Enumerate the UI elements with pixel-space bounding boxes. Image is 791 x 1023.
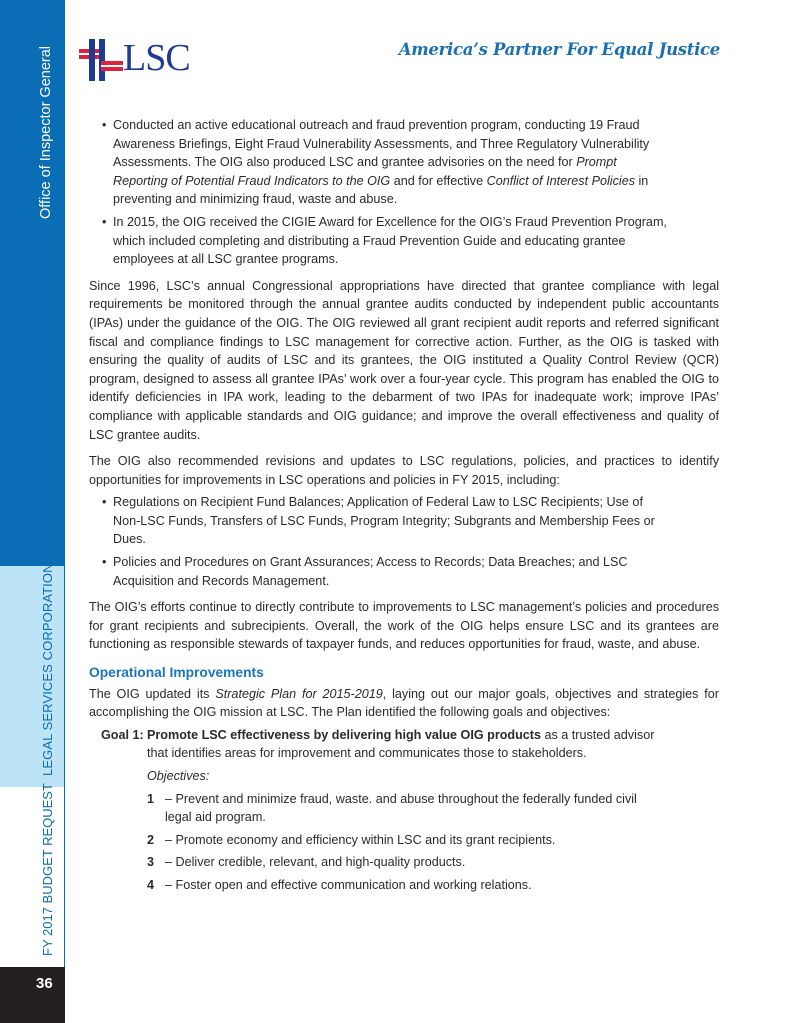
- lsc-logo: [79, 38, 189, 83]
- italic-text: Prompt Reporting of Potential Fraud Indicators to the OIG: [113, 155, 617, 188]
- objective-number: 2: [147, 832, 155, 847]
- list-item: • Policies and Procedures on Grant Assurances; Access to Records; Data Breaches; and LSC Acquisition and Records Management.: [89, 553, 719, 590]
- list-item: [89, 213, 719, 269]
- goal-item: [89, 726, 719, 763]
- objective-item: [89, 876, 719, 895]
- goal-label: Goal 1:: [101, 727, 144, 742]
- paragraph-oig-efforts: The OIG’s efforts continue to directly contribute to improvements to LSC management’s policies and procedures for grant recipients and subrecipients. Overall, the work of the OIG helps ensure LSC and its grantees are functioning as responsible stewards of taxpayer funds, and reduces opportunities for fraud, waste, and abuse.: [89, 600, 719, 652]
- logo-red-bar-right: [101, 61, 123, 71]
- list-item: • Regulations on Recipient Fund Balances; Application of Federal Law to LSC Recipients; Use of Non-LSC Funds, Transfers of LSC Funds, Program Integrity; Subgrants and Membership Fees or Dues.: [89, 493, 719, 549]
- sidebar-top-band: [0, 0, 65, 566]
- goal-description: as a trusted advisor that identifies areas for improvement and communicates those to stakeholders.: [147, 727, 655, 761]
- paragraph-recommendations: The OIG also recommended revisions and updates to LSC regulations, policies, and practices to identify opportunities for improvements in LSC operations and policies in FY 2015, including:: [89, 454, 719, 487]
- section-heading: Operational Improvements: [89, 665, 264, 681]
- list-item: [89, 116, 719, 209]
- header-tagline: America’s Partner For Equal Justice: [398, 40, 720, 59]
- sidebar: [0, 0, 65, 1023]
- objectives-title: Objectives:: [147, 769, 210, 783]
- objective-text: – Prevent and minimize fraud, waste. and abuse throughout the federally funded civil legal aid program.: [165, 791, 637, 825]
- objective-text: – Promote economy and efficiency within LSC and its grant recipients.: [165, 832, 556, 847]
- page-content: [89, 116, 719, 899]
- objective-number: 3: [147, 855, 155, 870]
- paragraph-audit-oversight: Since 1996, LSC’s annual Congressional appropriations have directed that grantee compliance with legal requirements be monitored through the annual grantee audits conducted by independent public accountants (IPAs) under the guidance of the OIG. The OIG reviewed all grant recipient audit reports and referred significant fiscal and compliance findings to LSC management for corrective action. Further, as the OIG is tasked with ensuring the quality of audits of LSC and its grantees, the OIG instituted a Quality Control Review (QCR) program, designed to assess all grantee IPAs’ work over a four-year cycle. This program has enabled the OIG to identify deficiencies in IPA work, leading to the debarment of two IPAs for inadequate work; improve IPAs’ compliance with applicable standards and OIG guidance; and improve the overall effectiveness and quality of LSC grantee audits.: [89, 278, 719, 442]
- strategic-plan-rest: , laying out our major goals, objectives and strategies for accomplishing the OIG mission at LSC. The Plan identified the following goals and objectives:: [89, 686, 719, 720]
- strategic-plan-title: Strategic Plan for 2015-2019: [215, 686, 383, 701]
- objective-number: 1: [147, 791, 155, 806]
- text-run: In 2015, the OIG received the CIGIE Award for Excellence for the OIG’s Fraud Prevention Program, which included completing and distributing a Fraud Prevention Guide and educating grantee employees at all LSC grantee programs.: [113, 214, 667, 267]
- logo-text: LSC: [123, 37, 190, 79]
- sidebar-footer-band: [0, 967, 65, 1023]
- goal-title: Promote LSC effectiveness by delivering high value OIG products: [147, 727, 541, 742]
- text-run: in preventing and minimizing fraud, waste and abuse.: [113, 173, 649, 207]
- logo-blue-bar-2: [99, 39, 105, 81]
- sidebar-organization-label: LEGAL SERVICES CORPORATION: [40, 563, 55, 776]
- logo-blue-bar-1: [89, 39, 95, 81]
- objective-item: [89, 831, 719, 850]
- paragraph-strategic-plan: [89, 685, 719, 722]
- objective-text: – Deliver credible, relevant, and high-quality products.: [165, 855, 466, 870]
- objective-text: – Foster open and effective communication and working relations.: [165, 877, 532, 892]
- italic-text: Conflict of Interest Policies: [486, 173, 635, 188]
- objective-item: [89, 790, 719, 827]
- sidebar-document-label: FY 2017 BUDGET REQUEST: [40, 783, 55, 956]
- strategic-plan-intro: The OIG updated its: [89, 686, 216, 701]
- text-run: Conducted an active educational outreach and fraud prevention program, conducting 19 Fraud Awareness Briefings, Eight Fraud Vulnerability Assessments, and Three Regulatory Vulnerability Assessments. The OIG also produced LSC and grantee advisories on the need for: [113, 118, 650, 170]
- recommendation-bullet-list: [89, 493, 719, 590]
- page-number: 36: [36, 975, 53, 992]
- sidebar-office-label: Office of Inspector General: [38, 45, 54, 219]
- intro-bullet-list: [89, 116, 719, 269]
- objective-item: [89, 853, 719, 872]
- text-run: and for effective: [390, 173, 487, 188]
- objective-number: 4: [147, 877, 155, 892]
